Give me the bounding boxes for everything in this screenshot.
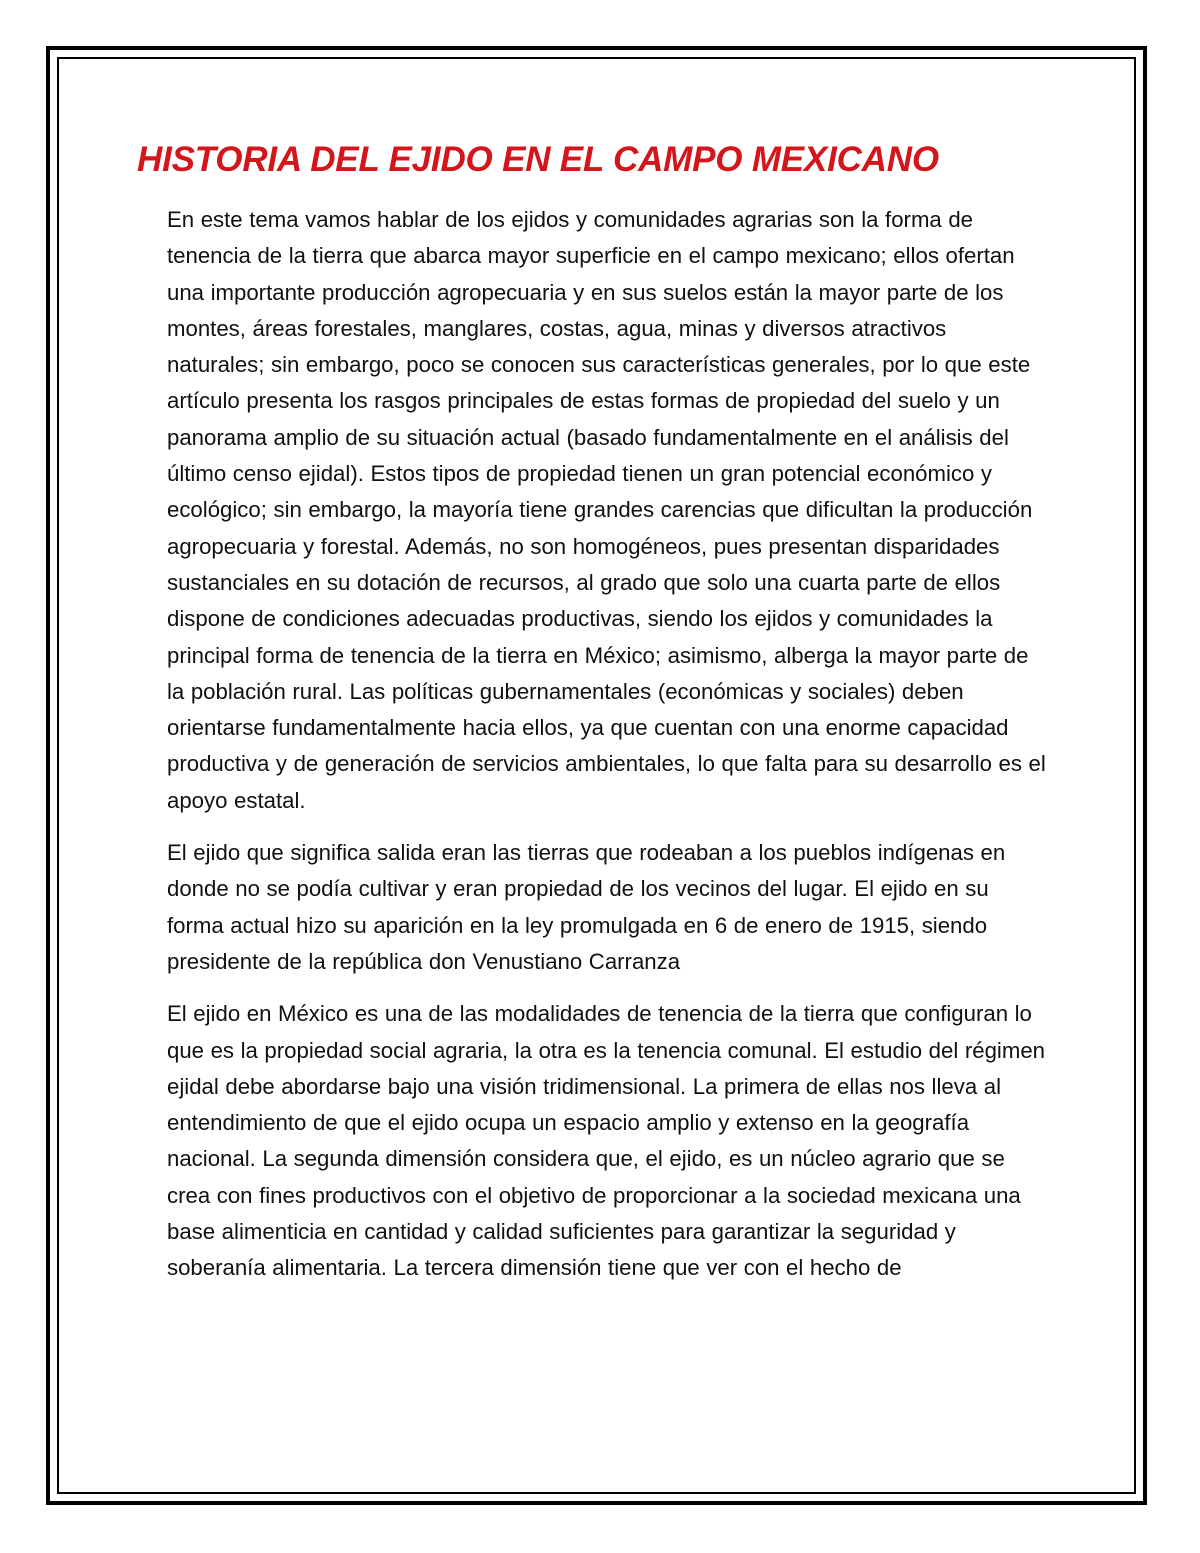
paragraph-intro: En este tema vamos hablar de los ejidos y comunidades agrarias son la forma de tenencia de la tierra que abarca mayor superficie en el campo mexicano; ellos ofertan una importante producción agropecuaria y en sus suelos están la mayor parte de los montes, áreas forestales, manglares, costas, agua, minas y diversos atractivos naturales; sin embargo, poco se conocen sus características generales, por lo que este artículo presenta los rasgos principales de estas formas de propiedad del suelo y un panorama amplio de su situación actual (basado fundamentalmente en el análisis del último censo ejidal). Estos tipos de propiedad tienen un gran potencial económico y ecológico; sin embargo, la mayoría tiene grandes carencias que dificultan la producción agropecuaria y forestal. Además, no son homogéneos, pues presentan disparidades sustanciales en su dotación de recursos, al grado que solo una cuarta parte de ellos dispone de condiciones adecuadas productivas, siendo los ejidos y comunidades la principal forma de tenencia de la tierra en México; asimismo, alberga la mayor parte de la población rural. Las políticas gubernamentales (económicas y sociales) deben orientarse fundamentalmente hacia ellos, ya que cuentan con una enorme capacidad productiva y de generación de servicios ambientales, lo que falta para su desarrollo es el apoyo estatal. xyxy=(167,207,1046,813)
paragraph-origin: El ejido que significa salida eran las tierras que rodeaban a los pueblos indígenas en donde no se podía cultivar y eran propiedad de los vecinos del lugar. El ejido en su forma actual hizo su aparición en la ley promulgada en 6 de enero de 1915, siendo presidente de la república don Venustiano Carranza xyxy=(167,840,1006,974)
document-title: HISTORIA DEL EJIDO EN EL CAMPO MEXICANO xyxy=(137,140,939,179)
document-body xyxy=(137,140,1047,1303)
paragraph-modalities: El ejido en México es una de las modalidades de tenencia de la tierra que configuran lo que es la propiedad social agraria, la otra es la tenencia comunal. El estudio del régimen ejidal debe abordarse bajo una visión tridimensional. La primera de ellas nos lleva al entendimiento de que el ejido ocupa un espacio amplio y extenso en la geografía nacional. La segunda dimensión considera que, el ejido, es un núcleo agrario que se crea con fines productivos con el objetivo de proporcionar a la sociedad mexicana una base alimenticia en cantidad y calidad suficientes para garantizar la seguridad y soberanía alimentaria. La tercera dimensión tiene que ver con el hecho de xyxy=(167,1001,1045,1281)
